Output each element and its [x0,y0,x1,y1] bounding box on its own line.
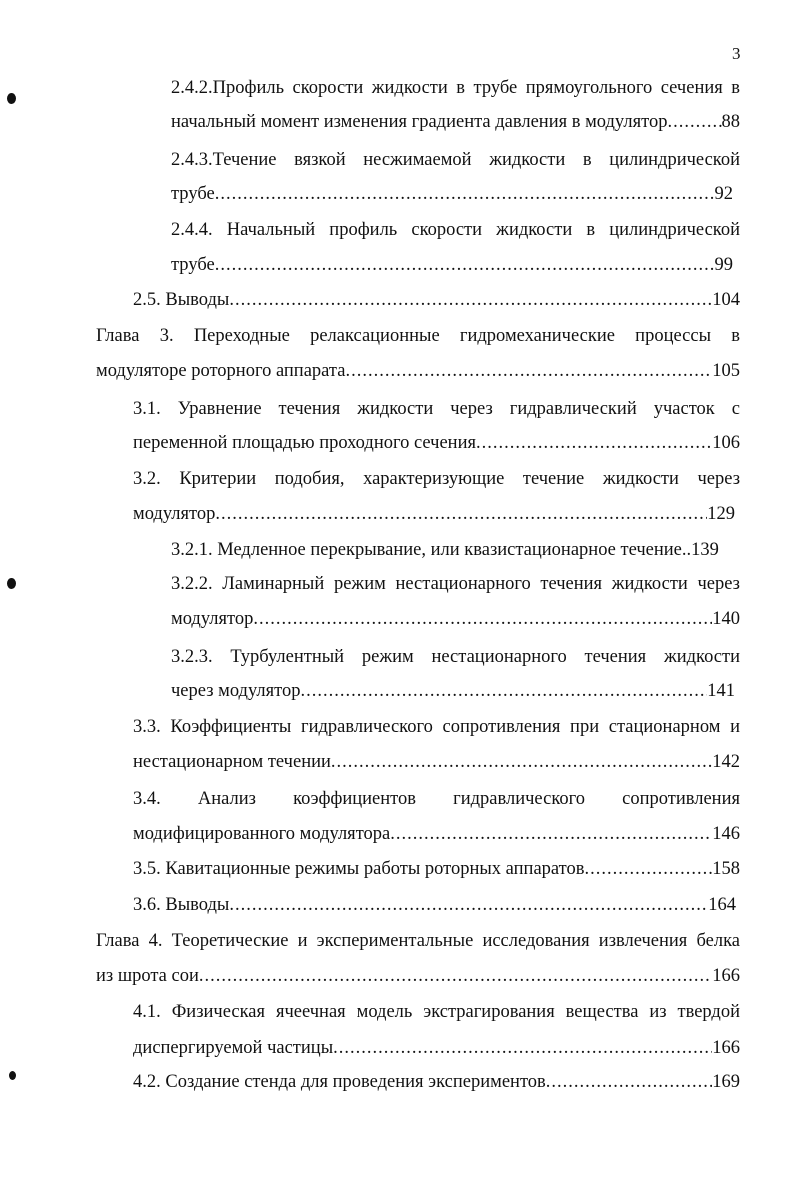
toc-leader-dots [215,253,715,277]
toc-entry-3-2-1 [171,538,740,562]
toc-leader-dots [345,359,712,383]
toc-entry-3-2-line2 [133,502,735,526]
toc-entry-text: через модулятор [171,681,301,701]
toc-page-number: 129 [707,504,735,524]
toc-entry-3-4-line2 [133,822,740,846]
toc-page-number: 169 [712,1072,740,1092]
toc-entry-text: из шрота сои [96,966,199,986]
toc-entry-text: модулятор [171,609,254,629]
toc-leader-dots [199,964,712,988]
toc-leader-dots [229,893,708,917]
toc-leader-dots [546,1070,712,1094]
toc-leader-dots [215,502,707,526]
toc-entry-2-5 [133,288,740,312]
toc-entry-text: 2.5. Выводы [133,290,230,310]
toc-page-number: 92 [714,184,733,204]
toc-page-number: 146 [712,824,740,844]
toc-entry-3-4-line1: 3.4. Анализ коэффициентов гидравлического сопротивления [133,789,740,809]
toc-entry-3-2-2-line2 [171,607,740,631]
toc-entry-text: модулятор [133,504,216,524]
toc-entry-chapter-3-line2 [96,359,740,383]
toc-entry-text: 3.2.1. Медленное перекрывание, или квазистационарное течение.. [171,540,692,560]
toc-leader-dots [390,822,712,846]
toc-entry-4-1-line2 [133,1036,740,1060]
toc-page-number: 139 [691,540,719,560]
toc-entry-3-1-line1: 3.1. Уравнение течения жидкости через гидравлический участок с [133,399,740,419]
toc-entry-3-2-line1: 3.2. Критерии подобия, характеризующие течение жидкости через [133,469,740,489]
toc-entry-text: 4.2. Создание стенда для проведения экспериментов [133,1072,546,1092]
toc-entry-3-2-3-line1: 3.2.3. Турбулентный режим нестационарного течения жидкости [171,647,740,667]
toc-entry-3-6 [133,893,736,917]
toc-page-number: 106 [712,433,740,453]
toc-entry-text: диспергируемой частицы [133,1038,334,1058]
toc-entry-chapter-4-line2 [96,964,740,988]
toc-page-number: 142 [712,752,740,772]
toc-leader-dots [331,750,712,774]
toc-entry-4-2 [133,1070,740,1094]
toc-leader-dots [667,110,721,134]
toc-entry-2-4-3-line1: 2.4.3.Течение вязкой несжимаемой жидкости в цилиндрической [171,150,740,170]
toc-entry-text: модуляторе роторного аппарата [96,361,346,381]
toc-entry-4-1-line1: 4.1. Физическая ячеечная модель экстрагирования вещества из твердой [133,1002,740,1022]
toc-entry-text: нестационарном течении [133,752,331,772]
toc-entry-text: модифицированного модулятора [133,824,391,844]
toc-entry-text: 3.5. Кавитационные режимы работы роторных аппаратов [133,859,585,879]
toc-page-number: 166 [712,966,740,986]
toc-entry-3-2-2-line1: 3.2.2. Ламинарный режим нестационарного течения жидкости через [171,574,740,594]
toc-page-number: 141 [707,681,735,701]
toc-entry-2-4-2-line1: 2.4.2.Профиль скорости жидкости в трубе прямоугольного сечения в [171,78,740,98]
toc-page-number: 104 [712,290,740,310]
toc-entry-chapter-3-line1: Глава 3. Переходные релаксационные гидромеханические процессы в [96,326,740,346]
toc-page-number: 166 [712,1038,740,1058]
toc-entry-2-4-4-line2 [171,253,733,277]
toc-entry-3-5 [133,857,740,881]
toc-entry-2-4-4-line1: 2.4.4. Начальный профиль скорости жидкости в цилиндрической [171,220,740,240]
toc-leader-dots [476,431,712,455]
page-number: 3 [732,44,741,63]
toc-entry-3-3-line1: 3.3. Коэффициенты гидравлического сопротивления при стационарном и [133,717,740,737]
toc-entry-text: 3.6. Выводы [133,895,230,915]
toc-entry-text: трубе [171,255,215,275]
toc-page-number: 99 [714,255,733,275]
toc-leader-dots [215,182,715,206]
toc-leader-dots [253,607,712,631]
toc-entry-3-2-3-line2 [171,679,735,703]
toc-entry-text: переменной площадью проходного сечения [133,433,476,453]
toc-leader-dots [584,857,712,881]
toc-leader-dots [301,679,708,703]
toc-page-number: 140 [712,609,740,629]
toc-entry-3-1-line2 [133,431,740,455]
toc-entry-3-3-line2 [133,750,740,774]
toc-entry-text: трубе [171,184,215,204]
toc-page-number: 105 [712,361,740,381]
toc-page-number: 164 [708,895,736,915]
toc-page-number: 158 [712,859,740,879]
toc-entry-2-4-2-line2 [171,110,740,134]
toc-entry-text: начальный момент изменения градиента давления в модулятор [171,112,668,132]
toc-leader-dots [229,288,712,312]
toc-page-number: 88 [721,112,740,132]
toc-entry-chapter-4-line1: Глава 4. Теоретические и экспериментальные исследования извлечения белка [96,931,740,951]
toc-entry-2-4-3-line2 [171,182,733,206]
toc-leader-dots [333,1036,712,1060]
